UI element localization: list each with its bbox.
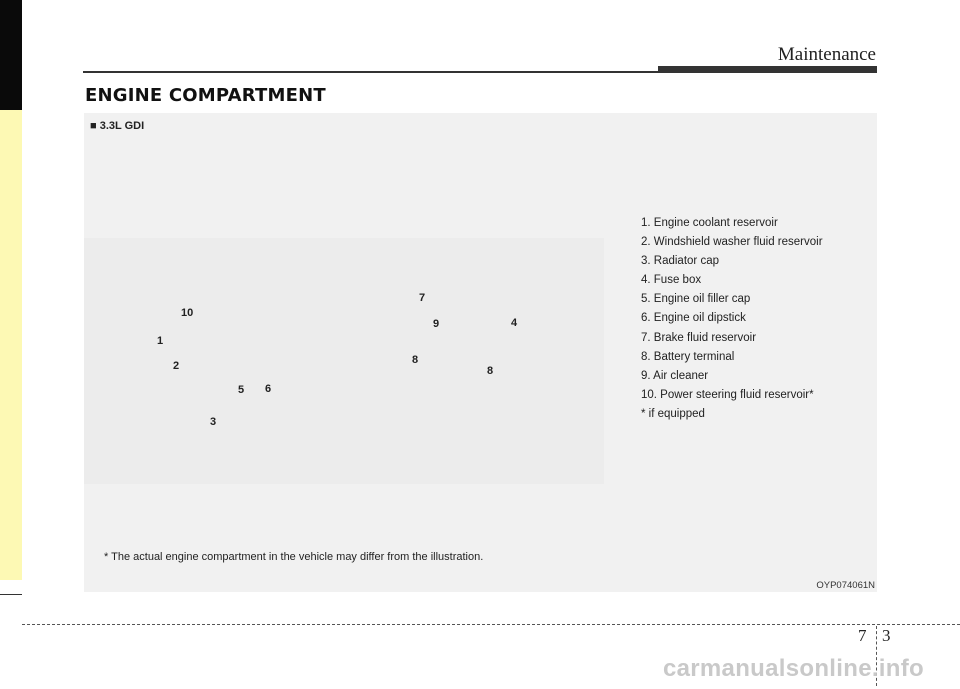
callout-8-b: 8 [487, 365, 494, 377]
legend-item: 3. Radiator cap [641, 255, 719, 268]
callout-1: 1 [157, 335, 164, 347]
page-chapter-number: 7 [858, 626, 867, 645]
legend-item: 4. Fuse box [641, 274, 702, 287]
site-watermark: carmanualsonline.info [662, 655, 924, 682]
callout-6: 6 [265, 383, 272, 395]
legend-item: 7. Brake fluid reservoir [641, 331, 757, 344]
legend-item: 6. Engine oil dipstick [641, 312, 746, 325]
legend-note: * if equipped [641, 407, 705, 420]
legend-item: 8. Battery terminal [641, 350, 735, 363]
legend-item: 10. Power steering fluid reservoir* [641, 388, 814, 401]
callout-10: 10 [181, 307, 194, 319]
section-title: Maintenance [777, 44, 876, 65]
callout-4: 4 [511, 317, 518, 329]
callout-7: 7 [419, 292, 426, 304]
legend-item: 9. Air cleaner [641, 369, 709, 382]
header-rule-accent [658, 66, 877, 73]
callout-3: 3 [210, 416, 217, 428]
page-number: 3 [882, 626, 891, 645]
callout-8-a: 8 [412, 354, 419, 366]
engine-illustration [84, 238, 604, 484]
legend-item: 5. Engine oil filler cap [641, 293, 751, 306]
side-divider [0, 594, 22, 595]
component-legend [641, 214, 823, 424]
page-heading: ENGINE COMPARTMENT [85, 85, 326, 106]
callout-9: 9 [433, 318, 440, 330]
engine-variant-label: ■ 3.3L GDI [90, 120, 145, 132]
chapter-side-tab-marker [0, 0, 22, 110]
footer-rule [22, 624, 960, 625]
figure-image-code: OYP074061N [816, 580, 875, 591]
callout-2: 2 [173, 360, 180, 372]
callout-5: 5 [238, 384, 245, 396]
header-rule [83, 71, 663, 73]
legend-item: 1. Engine coolant reservoir [641, 217, 778, 229]
legend-item: 2. Windshield washer fluid reservoir [641, 236, 823, 249]
figure-footnote: * The actual engine compartment in the vehicle may differ from the illustration. [104, 551, 484, 563]
